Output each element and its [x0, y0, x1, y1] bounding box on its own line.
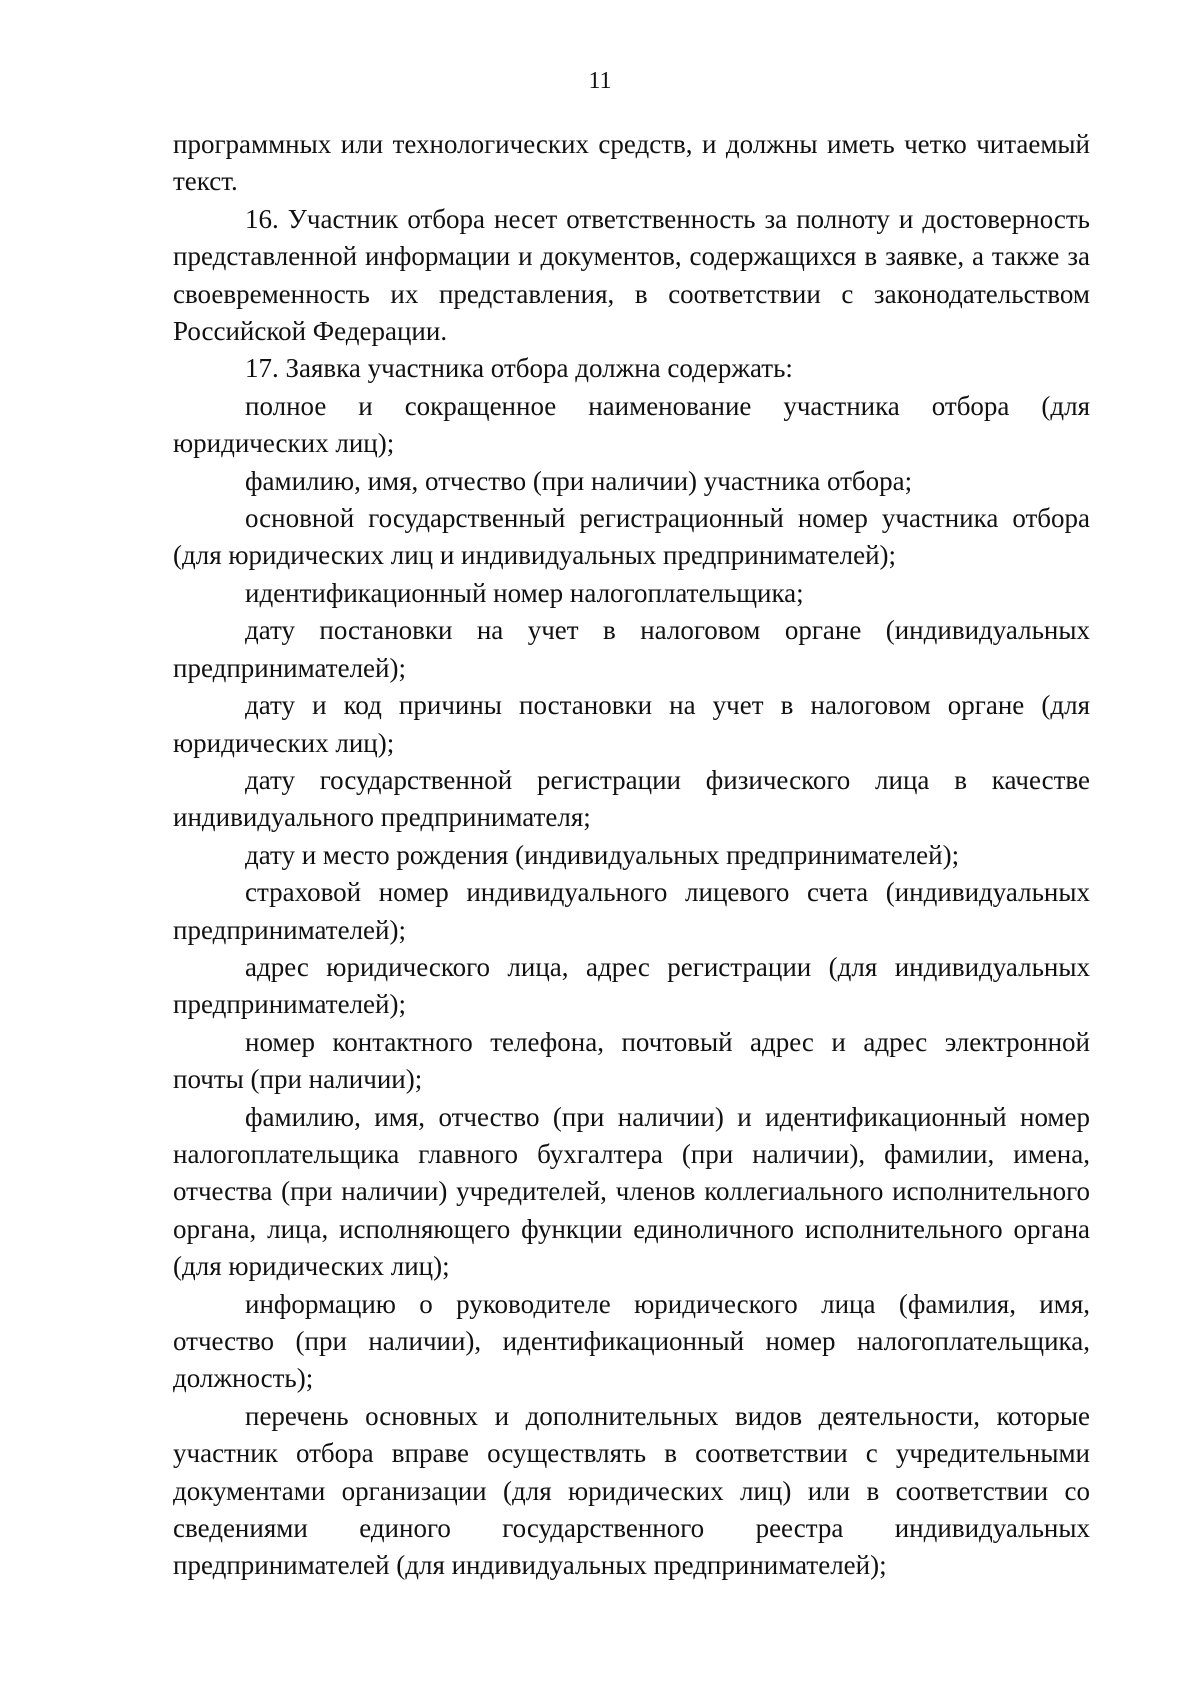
paragraph-item-16: 16. Участник отбора несет ответственность за полноту и достоверность представленной информации и документов, содержащихся в заявке, а также за своевременность их представления, в соответствии с законодательством Российской Федерации.	[173, 203, 1090, 347]
list-item-kpp: дату и код причины постановки на учет в налоговом органе (для юридических лиц);	[173, 690, 1090, 758]
list-item-contacts: номер контактного телефона, почтовый адрес и адрес электронной почты (при наличии);	[173, 1026, 1090, 1095]
paragraph-item-17: 17. Заявка участника отбора должна содержать:	[245, 353, 793, 384]
list-item-person-name: фамилию, имя, отчество (при наличии) участника отбора;	[245, 465, 913, 496]
list-item-ogrn: основной государственный регистрационный номер участника отбора (для юридических лиц и индивидуальных предпринимателей);	[173, 503, 1090, 571]
list-item-director-info: информацию о руководителе юридического лица (фамилия, имя, отчество (при наличии), идентификационный номер налогоплательщика, должность);	[173, 1288, 1090, 1394]
list-item-full-name: полное и сокращенное наименование участника отбора (для юридических лиц);	[173, 390, 1090, 459]
list-item-state-registration-date: дату государственной регистрации физического лица в качестве индивидуального предпринимателя;	[173, 764, 1090, 833]
page-number: 11	[588, 68, 612, 94]
document-body	[173, 126, 1090, 1585]
list-item-snils: страховой номер индивидуального лицевого счета (индивидуальных предпринимателей);	[173, 877, 1090, 945]
list-item-inn: идентификационный номер налогоплательщика;	[245, 577, 804, 608]
list-item-birth: дату и место рождения (индивидуальных предпринимателей);	[245, 839, 960, 870]
list-item-accountant-founders: фамилию, имя, отчество (при наличии) и идентификационный номер налогоплательщика главного бухгалтера (при наличии), фамилии, имена, отчества (при наличии) учредителей, членов коллегиального исполнительного органа, лица, исполняющего функции единоличного исполнительного органа (для юридических лиц);	[173, 1101, 1090, 1282]
list-item-address: адрес юридического лица, адрес регистрации (для индивидуальных предпринимателей);	[173, 951, 1090, 1020]
list-item-tax-registration-date: дату постановки на учет в налоговом органе (индивидуальных предпринимателей);	[173, 615, 1090, 683]
list-item-activities: перечень основных и дополнительных видов деятельности, которые участник отбора вправе осуществлять в соответствии с учредительными документами организации (для юридических лиц) или в соответствии со сведениями единого государственного реестра индивидуальных предпринимателей (для индивидуальных предпринимателей);	[173, 1400, 1090, 1581]
paragraph-continuation: программных или технологических средств, и должны иметь четко читаемый текст.	[173, 129, 1090, 197]
